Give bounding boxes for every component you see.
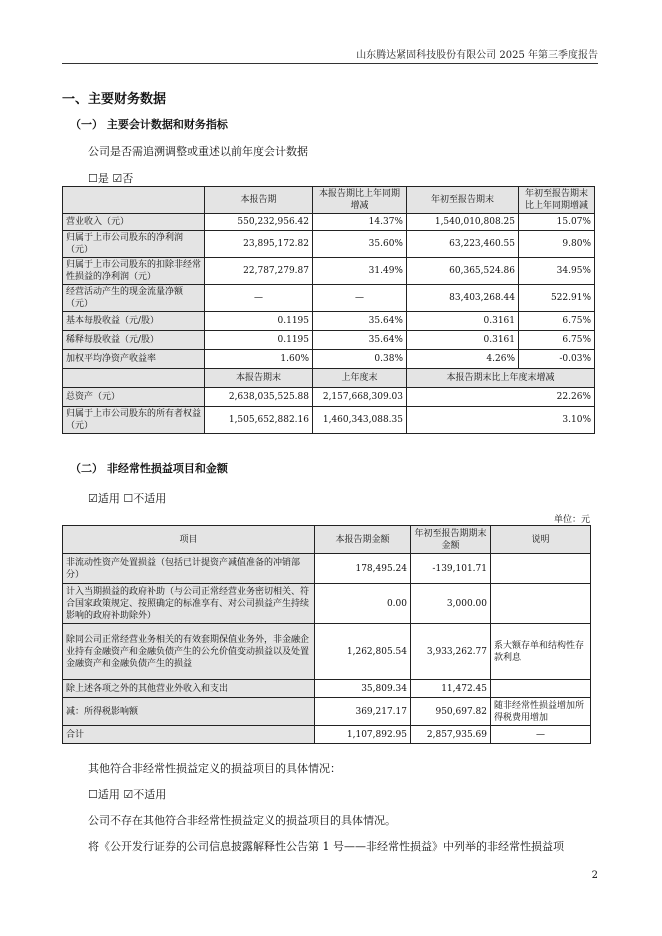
subsection-title-accounting-data: （一） 主要会计数据和财务指标 <box>70 118 228 131</box>
cell-value: 35.64% <box>313 331 407 350</box>
cell-value: 34.95% <box>519 258 595 285</box>
not-exist-text: 公司不存在其他符合非经常性损益定义的损益项目的具体情况。 <box>88 814 396 827</box>
cell-value: 14.37% <box>313 214 407 231</box>
cell-value: 2,157,668,309.03 <box>313 388 407 407</box>
cell-value: 3,933,262.77 <box>411 624 491 680</box>
cell-value: 369,217.17 <box>315 698 411 726</box>
restatement-options: ☐是 ☑否 <box>88 172 134 185</box>
restatement-question: 公司是否需追溯调整或重述以前年度会计数据 <box>88 145 308 158</box>
table-row <box>63 214 595 231</box>
header-divider <box>62 63 598 64</box>
cell-value: 0.00 <box>315 584 411 624</box>
cell-value: 1,540,010,808.25 <box>407 214 519 231</box>
cell-value: 2,638,035,525.88 <box>205 388 313 407</box>
reclassification-text: 将《公开发行证券的公司信息披露解释性公告第 1 号——非经常性损益》中列举的非经常性损益项 <box>88 840 564 853</box>
non-recurring-table <box>62 525 591 744</box>
cell-value: 2,857,935.69 <box>411 726 491 744</box>
cell-value: 60,365,524.86 <box>407 258 519 285</box>
cell-value: 0.38% <box>313 350 407 369</box>
row-label: 营业收入（元） <box>63 214 205 231</box>
table-row <box>63 231 595 258</box>
cell-value: 1,107,892.95 <box>315 726 411 744</box>
table-row <box>63 554 591 584</box>
other-applicable-options: ☐适用 ☑不适用 <box>88 788 167 801</box>
table-row <box>63 624 591 680</box>
table2-header-note: 说明 <box>491 526 591 554</box>
row-label: 基本每股收益（元/股） <box>63 312 205 331</box>
page-number: 2 <box>591 870 598 881</box>
cell-value: — <box>313 285 407 312</box>
cell-value: 23,895,172.82 <box>205 231 313 258</box>
cell-value: 4.26% <box>407 350 519 369</box>
row-label: 总资产（元） <box>63 388 205 407</box>
table1-header-period-end: 本报告期末 <box>205 369 313 388</box>
cell-value: 35.64% <box>313 312 407 331</box>
row-label: 归属于上市公司股东的所有者权益（元） <box>63 407 205 434</box>
cell-value: 6.75% <box>519 312 595 331</box>
table1-header-period-end-change: 本报告期末比上年度末增减 <box>407 369 595 388</box>
cell-value: 522.91% <box>519 285 595 312</box>
cell-value: 0.3161 <box>407 312 519 331</box>
table-row <box>63 726 591 744</box>
cell-value: 22.26% <box>407 388 595 407</box>
cell-note: 随非经常性损益增加所得税费用增加 <box>491 698 591 726</box>
cell-value: 35,809.34 <box>315 680 411 698</box>
subsection-title-non-recurring: （二） 非经常性损益项目和金额 <box>70 462 228 475</box>
table1-header-ytd: 年初至报告期末 <box>407 187 519 214</box>
key-financial-table <box>62 186 595 434</box>
unit-label: 单位：元 <box>553 515 590 525</box>
row-label: 稀释每股收益（元/股） <box>63 331 205 350</box>
section-title-financial-data: 一、主要财务数据 <box>62 92 167 107</box>
table2-header-current: 本报告期金额 <box>315 526 411 554</box>
cell-note <box>491 584 591 624</box>
table-row <box>63 407 595 434</box>
other-definition-text: 其他符合非经常性损益定义的损益项目的具体情况： <box>88 762 341 775</box>
cell-value: 0.1195 <box>205 312 313 331</box>
table-row <box>63 388 595 407</box>
table-row <box>63 698 591 726</box>
table-row <box>63 584 591 624</box>
row-label: 加权平均净资产收益率 <box>63 350 205 369</box>
table-row <box>63 285 595 312</box>
table1-header-prior-year-end: 上年度末 <box>313 369 407 388</box>
cell-value: 1,460,343,088.35 <box>313 407 407 434</box>
cell-value: 22,787,279.87 <box>205 258 313 285</box>
table-row <box>63 258 595 285</box>
cell-value: 0.1195 <box>205 331 313 350</box>
row-label: 合计 <box>63 726 315 744</box>
cell-value: 1.60% <box>205 350 313 369</box>
row-label: 非流动性资产处置损益（包括已计提资产减值准备的冲销部分） <box>63 554 315 584</box>
table1-header-current-change: 本报告期比上年同期增减 <box>313 187 407 214</box>
table1-header-ytd-change: 年初至报告期末比上年同期增减 <box>519 187 595 214</box>
table-row <box>63 331 595 350</box>
cell-value: 178,495.24 <box>315 554 411 584</box>
cell-value: — <box>205 285 313 312</box>
cell-value: -0.03% <box>519 350 595 369</box>
cell-value: 9.80% <box>519 231 595 258</box>
cell-value: 15.07% <box>519 214 595 231</box>
cell-note: — <box>491 726 591 744</box>
applicable-options: ☑适用 ☐不适用 <box>88 492 167 505</box>
cell-value: 35.60% <box>313 231 407 258</box>
cell-value: -139,101.71 <box>411 554 491 584</box>
cell-note <box>491 680 591 698</box>
row-label: 经营活动产生的现金流量净额（元） <box>63 285 205 312</box>
cell-value: 1,505,652,882.16 <box>205 407 313 434</box>
cell-value: 31.49% <box>313 258 407 285</box>
table2-header-item: 项目 <box>63 526 315 554</box>
table1-header-current: 本报告期 <box>205 187 313 214</box>
cell-value: 83,403,268.44 <box>407 285 519 312</box>
row-label: 减：所得税影响额 <box>63 698 315 726</box>
cell-value: 3.10% <box>407 407 595 434</box>
table-row <box>63 350 595 369</box>
cell-value: 0.3161 <box>407 331 519 350</box>
table1-header-item <box>63 187 205 214</box>
cell-value: 63,223,460.55 <box>407 231 519 258</box>
table-row <box>63 680 591 698</box>
row-label: 计入当期损益的政府补助（与公司正常经营业务密切相关、符合国家政策规定、按照确定的标准享有、对公司损益产生持续影响的政府补助除外） <box>63 584 315 624</box>
row-label: 归属于上市公司股东的净利润（元） <box>63 231 205 258</box>
table2-header-ytd: 年初至报告期期末金额 <box>411 526 491 554</box>
cell-value: 3,000.00 <box>411 584 491 624</box>
table-row <box>63 312 595 331</box>
cell-value: 1,262,805.54 <box>315 624 411 680</box>
report-header-title: 山东腾达紧固科技股份有限公司 2025 年第三季度报告 <box>356 50 598 61</box>
cell-note: 系大额存单和结构性存款利息 <box>491 624 591 680</box>
cell-value: 550,232,956.42 <box>205 214 313 231</box>
cell-value: 6.75% <box>519 331 595 350</box>
cell-note <box>491 554 591 584</box>
row-label: 除上述各项之外的其他营业外收入和支出 <box>63 680 315 698</box>
row-label: 归属于上市公司股东的扣除非经常性损益的净利润（元） <box>63 258 205 285</box>
row-label: 除同公司正常经营业务相关的有效套期保值业务外，非金融企业持有金融资产和金融负债产生的公允价值变动损益以及处置金融资产和金融负债产生的损益 <box>63 624 315 680</box>
cell-value: 950,697.82 <box>411 698 491 726</box>
cell-value: 11,472.45 <box>411 680 491 698</box>
